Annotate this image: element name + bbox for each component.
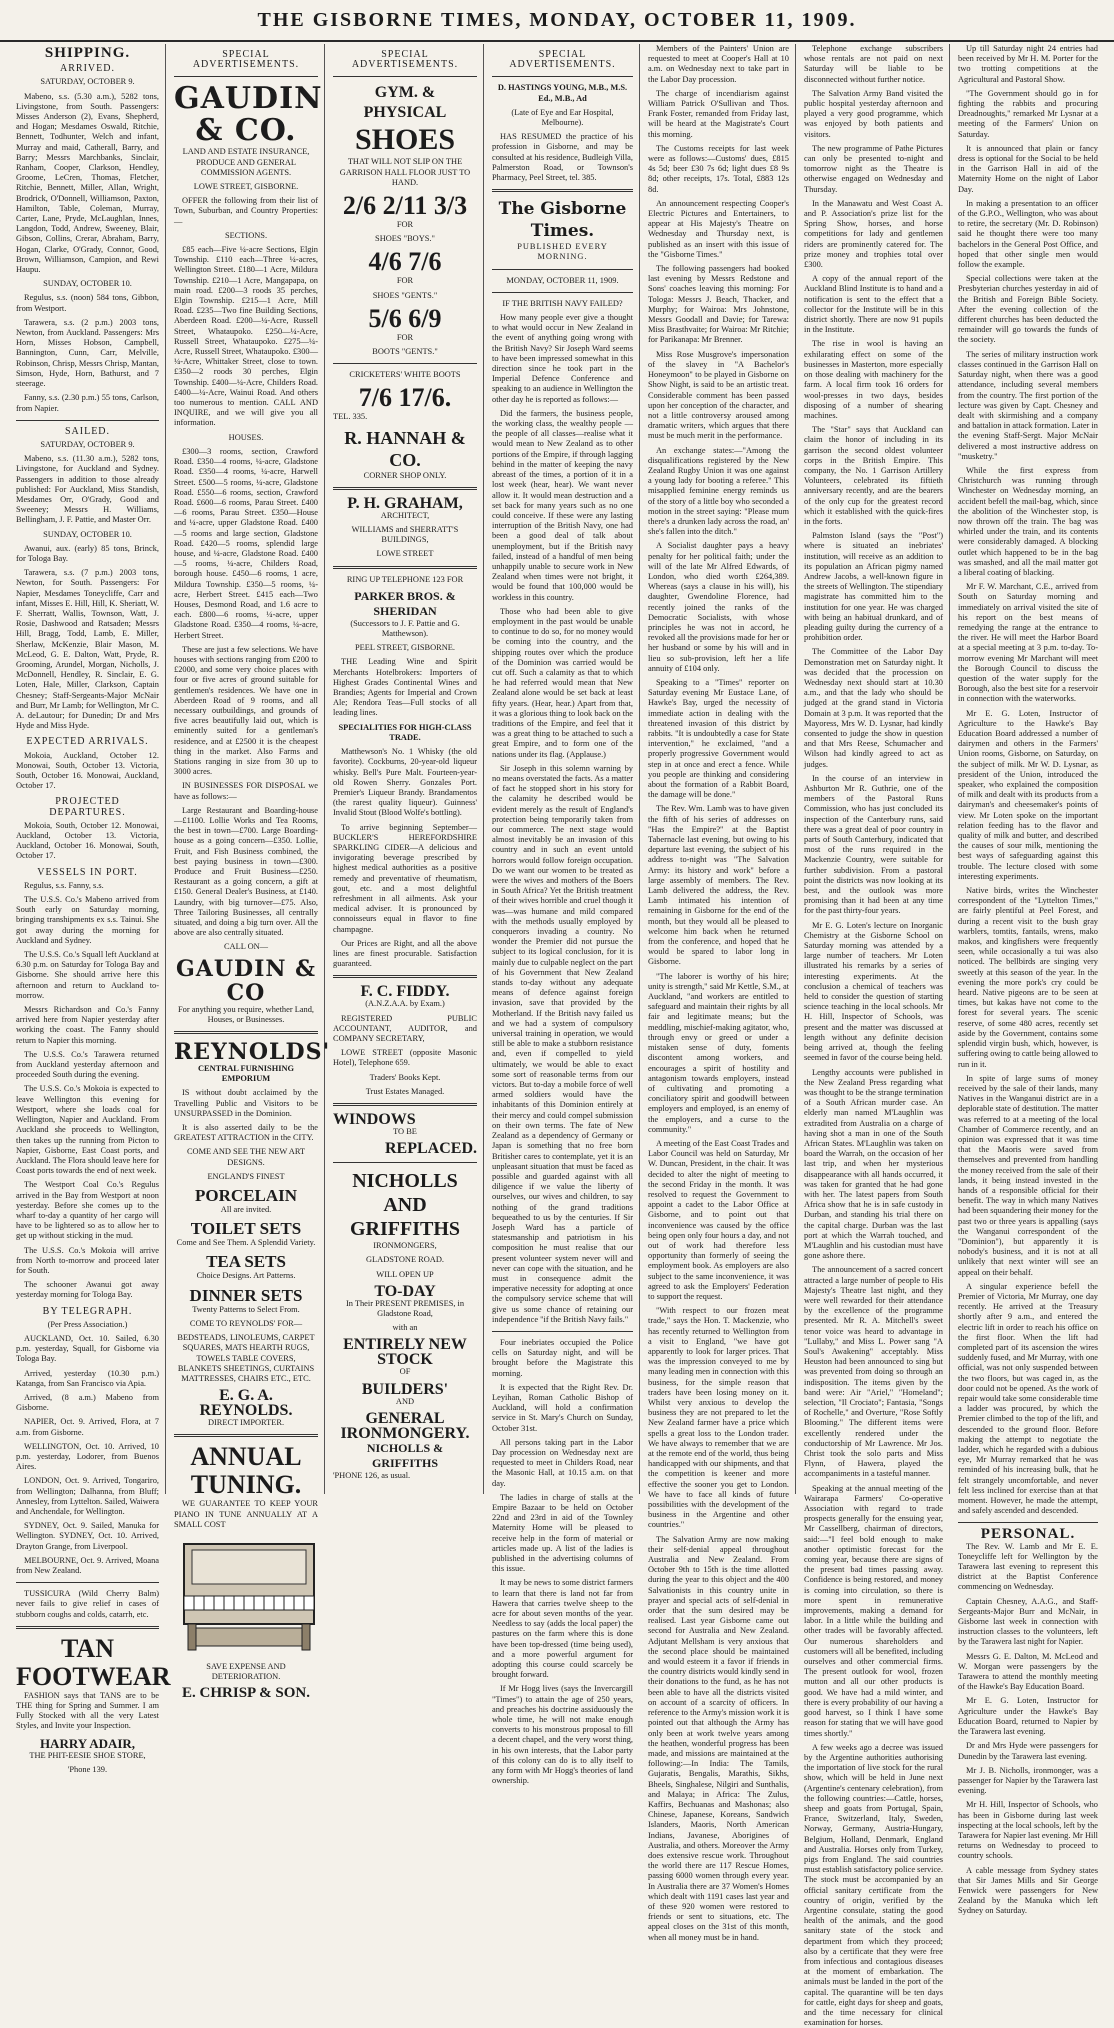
special-heading: SPECIAL ADVERTISEMENTS. bbox=[192, 49, 300, 71]
paragraph: Mr H. Hill, Inspector of Schools, who has been in Gisborne during last week inspecting at the local schools, left by the Tarawera for Napier last evening. Mr Hill returns on Wednesday to proceed to country schools. bbox=[958, 1800, 1098, 1861]
paragraph: MELBOURNE, Oct. 9. Arrived, Moana from New Zealand. bbox=[16, 1555, 159, 1576]
press-line: (Per Press Association.) bbox=[47, 1319, 128, 1329]
gladstone-road: GLADSTONE ROAD. bbox=[365, 1255, 444, 1265]
paragraph: It is expected that the Right Rev. Dr. Leyihan, Roman Catholic Bishop of Auckland, will hold a confirmation service in St. Mary's Church on Sunday, October 31st. bbox=[492, 1382, 633, 1433]
paragraph: Matthewson's No. 1 Whisky (the old favorite). Cockburns, 20-year-old liqueur whisky. Bell's Pure Malt. Fourteen-year-old Rowen Sherry. Gonzales Port. Premier's Liqueur Brandy. Brandamentos (the rarest quality liqueur). Guinness' Invalid Stout (Blood Wolfe's bottling). bbox=[333, 747, 477, 818]
paragraph: The ladies in charge of stalls at the Empire Bazaar to be held on October 22nd and 23rd in aid of the Townley Maternity Home will be pleased to receive help in the form of material or articles made up. A list of the ladies is published in the advertising columns of this issue. bbox=[492, 1492, 633, 1574]
price-line: 4/6 7/6 bbox=[368, 247, 442, 277]
paragraph: Miss Rose Musgrove's impersonation of the slavey in "A Bachelor's Honeymoon" to be played in Gisborne on Show Night, is said to be an artistic treat. Considerable comment has been passed upon her conception of the character, and not a little controversy aroused among dramatic writers, which argues that there must be much merit in the performance. bbox=[648, 349, 789, 441]
paragraph: The Customs receipts for last week were as follows:—Customs' dues, £815 4s 5d; beer £30 7s 6d; light dues £8 9s 8d; other receipts, 17s. Total, £883 12s 8d. bbox=[648, 143, 789, 194]
projected-heading: PROJECTED DEPARTURES. bbox=[49, 796, 126, 818]
paragraph: Captain Chesney, A.A.G., and Staff-Sergeants-Major Burr and McNair, in Gisborne last week in connection with instruction classes to the volunteers, left by the Tarawera last night for Napier. bbox=[958, 1596, 1098, 1647]
paragraph: If Mr Hogg lives (says the Invercargill "Times") to attain the age of 250 years, and preaches his doctrine assiduously the whole time, he will not make enough converts to his monstrous proposal to fill a decent chapel, and the very worst thing, in his own interests, that the Labor party of this colony can do is to ally itself to any form with Mr Hogg's theories of land ownership. bbox=[492, 1684, 633, 1786]
paragraph: "With respect to our frozen meat trade," says the Hon. T. Mackenzie, who has recently returned to Wellington from a visit to England, "we have got apparently to look for larger prices. That was the impression conveyed to me by many leading men in connection with this business, for the simple reason that traders have been losing money on it. Whilst very anxious to develop the business they are not prepared to let the New Zealand farmer have a price which spells a great loss to the London trader. We have always to remember that we are at the remote end of the world, thus being handicapped with our shipments, and that the competition is keener and more effective the sooner you get to London. We have to face all kinds of future possibilities with the development of the business in the Argentine and other countries." bbox=[648, 1306, 789, 1530]
paragraph: Messrs Richardson and Co.'s Fanny arrived here from Napier yesterday after working the coast. The Fanny should return to Napier this morning. bbox=[16, 1005, 159, 1045]
young-sub: (Late of Eye and Ear Hospital, Melbourne). bbox=[511, 107, 614, 128]
arrived-heading: ARRIVED. bbox=[60, 63, 115, 75]
replaced-title: REPLACED. bbox=[384, 1140, 477, 1158]
date-line: MONDAY, OCTOBER 11, 1909. bbox=[506, 275, 619, 285]
tan-footwear-title: TAN FOOTWEAR bbox=[16, 1633, 171, 1691]
paragraph: In spite of large sums of money received by the sale of their lands, many Natives in the Wanganui district are in a deplorable state of destitution. The matter was referred to at a meeting of the local Chamber of Commerce recently, and an opinion was expressed that it was time that the Maoris were saved from themselves and prevented from handling the money received from the sale of their lands, it being instead invested in the hands of a responsible official for their benefit. The way in which many Natives had been squandering their money for the past two or three years is appalling (says the Wanganui correspondent of the "Dominion"), but apparently it is nobody's business, and it is not at all unlikely that next winter will see an appeal on their behalf. bbox=[958, 1073, 1098, 1277]
adair-store: THE PHIT-EESIE SHOE STORE, bbox=[29, 1750, 146, 1760]
paragraph: Mokoia, South, October 12. Monowai, Auckland, October 13. Victoria, Auckland, October 16. Monowai, South, October 17. bbox=[16, 820, 159, 861]
divider bbox=[492, 76, 633, 77]
divider bbox=[333, 1103, 477, 1106]
paragraph: Mr E. G. Loten, Instructor for Agriculture under the Hawke's Bay Education Board, returned to Napier by the Tarawera last evening. bbox=[958, 1696, 1098, 1737]
column-news-2 bbox=[798, 44, 950, 2028]
paragraph: Speaking to a "Times" reporter on Saturday evening Mr Eustace Lane, of Hawke's Bay, urged the necessity of immediate action in dealing with the threatened invasion of this district by rabbits. "It is undoubtedly a case for State intervention," he exclaimed, "and a properly progressive Government would step in at once and erect a fence. While you people are thinking and considering about the formation of a Rabbit Board, the damage will be done." bbox=[648, 677, 789, 800]
paragraph: The U.S.S. Co.'s Mabeno arrived from South early on Saturday morning, bringing transhipments ex s.s. Tainui. She got away during the morning for Auckland and Sydney. bbox=[16, 895, 159, 945]
paragraph: The Committee of the Labor Day Demonstration met on Saturday night. It was decided that the procession on Wednesday next should start at 10.30 a.m., and that the lady who should be judged at the grand stand in Victoria Domain at 3 p.m. It was reported that the Mayoress, Mrs W. D. Lysnar, had kindly consented to judge the show in question and that Mrs Reese, Schumacher and Wilson had kindly agreed to act as judges. bbox=[804, 647, 943, 769]
divider bbox=[16, 1582, 159, 1583]
architect: ARCHITECT, bbox=[380, 510, 430, 520]
paragraph: A meeting of the East Coast Trades and Labor Council was held on Saturday, Mr W. Duncan, President, in the chair. It was decided to alter the night of meeting to the second Friday in the month. It was resolved to request the Government to appoint a cadet to the Labor Office at Gisborne, and to point out that inconvenience was caused by the office being open only four hours a day, and not out of work had therefore less opportunity than formerly of seeing the employment book. As employers are also subject to the same inconvenience, it was agreed to ask the Employers' Federation to support the request. bbox=[648, 1138, 789, 1301]
ironmongery-title: IRONMONGERY. bbox=[340, 1424, 470, 1442]
toilet-sub: Come and See Them. A Splendid Variety. bbox=[176, 1238, 316, 1248]
paragraph: Fanny, s.s. (2.30 p.m.) 55 tons, Carlson, from Napier. bbox=[16, 393, 159, 413]
column-shipping bbox=[10, 44, 171, 1774]
paragraph: LOWE STREET (opposite Masonic Hotel), Telephone 659. bbox=[333, 1048, 477, 1068]
paragraph: Did the farmers, the business people, the working class, the wealthy people —the people of all classes—realise what it would mean to New Zealand as to other portions of the Empire, if through lagging behind in the matter of keeping the navy abreast of the times, a portion of it in a lost week (hear, hear). We want never allow it. It would mean destruction and a set back for many years such as no one could conceive. If these were any lasting interruption of the British Navy, one had been a good deal of talk about unemployment, but if the British navy failed, instead of a handful of men being unhappily unable to secure work in New Zealand when times were not bright, it would be found that 100,000 would be workless in this country. bbox=[492, 408, 633, 602]
peel-street: PEEL STREET, GISBORNE. bbox=[354, 643, 456, 653]
gaudin-address: LOWE STREET, GISBORNE. bbox=[193, 182, 299, 192]
masthead: THE GISBORNE TIMES, MONDAY, OCTOBER 11, 1909. bbox=[0, 0, 1114, 42]
paragraph: A singular experience befell the Premier of Victoria, Mr Murray, one day recently. He arrived at the Treasury shortly after 9 a.m., and entered the electric lift in order to reach his office on the first floor. When the lift had completed part of its ascension the wires suddenly fused, and Mr Murray, with one official, was not only suspended between the two floors, but was caged in, as the door could not be opened. As the work of repair would take some considerable time a ladder was procured, by which the Premier climbed to the top of the lift, and descended to the ground floor. Before making the attempt to negotiate the ladder, which he regarded with a dubious eye, Mr Murray remarked that he was reminded of his increasing bulk, that he felt strangely uncomfortable, and never felt less inclined for exercise than at that moment. However, he made the attempt, and safely ascended and descended. bbox=[958, 1281, 1098, 1516]
paragraph: OFFER the following from their list of Town, Suburban, and Country Properties:— bbox=[174, 196, 318, 226]
paragraph: Arrived, (8 a.m.) Mabeno from Gisborne. bbox=[16, 1392, 159, 1413]
paragraph: NAPIER, Oct. 9. Arrived, Flora, at 7 a.m. from Gisborne. bbox=[16, 1417, 159, 1437]
paragraph: The charge of incendiarism against William Patrick O'Sullivan and Thos. Frank Foster, remanded from Friday last, will be heard at the Magistrate's Court this morning. bbox=[648, 88, 789, 139]
for-line: FOR bbox=[396, 220, 414, 230]
paragraph: IN BUSINESSES FOR DISPOSAL we have as follows:— bbox=[174, 781, 318, 801]
gents-line: SHOES "GENTS." bbox=[372, 290, 438, 300]
column-news-3 bbox=[952, 44, 1104, 1916]
paragraph: A copy of the annual report of the Auckland Blind Institute is to hand and a notification is sent to the effect that a collector for the Institute will be in this district shortly. There are now 91 pupils in the Institute. bbox=[804, 274, 943, 335]
ring-up: RING UP TELEPHONE 123 FOR bbox=[346, 574, 464, 584]
newspaper-page bbox=[10, 44, 1104, 2028]
sections-heading: SECTIONS. bbox=[224, 230, 268, 240]
divider bbox=[174, 1031, 318, 1034]
specialities-heading: SPECIALITIES FOR HIGH-CLASS TRADE. bbox=[338, 722, 472, 742]
paragraph: Regulus, s.s. Fanny, s.s. bbox=[24, 880, 104, 890]
paragraph: The Rev. Wm. Lamb was to have given the fifth of his series of addresses on "Has the Empire?" at the Baptist Tabernacle last evening, but owing to his departure last evening, the subject of his address to-night was "The Salvation Army: its history and work" before a large assembly of members. The Rev. Lamb delivered the address, the Rev. Lamb intimated his intention of remaining in Gisborne for the end of the month, but they would all be pleased to welcome him back when he returned from the conference, and hoped that he would be spared to labor long in Gisborne. bbox=[648, 804, 789, 967]
adair-name: HARRY ADAIR, bbox=[39, 1735, 136, 1751]
paragraph: In the Manawatu and West Coast A. and P. Association's prize list for the Spring Show, horses, and horse competitions for lady and gentlemen riders are prominently catered for. The prize money and trophies total over £300. bbox=[804, 198, 943, 270]
ironmongers: IRONMONGERS, bbox=[373, 1241, 437, 1251]
divider bbox=[492, 269, 633, 270]
divider bbox=[958, 1522, 1098, 1523]
with-an: with an bbox=[392, 1323, 418, 1333]
paragraph: Dr and Mrs Hyde were passengers for Dunedin by the Tarawera last evening. bbox=[958, 1741, 1098, 1761]
paragraph: Tarawera, s.s. (2 p.m.) 2003 tons, Newton, from Auckland. Passengers: Mrs Horn, Misses Hobson, Campbell, Bannington, Cunn, Carr, Melville, Robinson, Chrisp, Messrs Chrisp, Mantan, Simson, Hyde, Horn, Bathurst, and 7 steerage. bbox=[16, 317, 159, 389]
reynolds-title: REYNOLDS' bbox=[174, 1039, 331, 1066]
paragraph: The new programme of Pathe Pictures can only be presented to-night and tomorrow night as the Theatre is otherwise engaged on Wednesday and Thursday. bbox=[804, 143, 943, 194]
paragraph: FASHION says that TANS are to be THE thing for Spring and Summer. I am Fully Stocked with all the very Latest Styles, and Invite your Inspection. bbox=[16, 1690, 159, 1731]
williams-buildings: WILLIAMS and SHERRATT'S BUILDINGS, bbox=[351, 525, 459, 545]
ng-footer: NICHOLLS & GRIFFITHS bbox=[366, 1440, 444, 1470]
paragraph: To arrive beginning September—BUCKLER'S HEREFORDSHIRE SPARKLING CIDER—A delicious and invigorating beverage prescribed by highest medical authorities as a positive remedy and preventative of rheumatism, gout, etc. and a most delightful refreshment in all ailments. Ask your medical adviser. It is pronounced by connoisseurs equal in flavor to fine champagne. bbox=[333, 822, 477, 934]
divider bbox=[492, 1331, 633, 1332]
paragraph: The schooner Awanui got away yesterday morning for Tologa Bay. bbox=[16, 1280, 159, 1300]
builders-title: BUILDERS' bbox=[361, 1380, 449, 1398]
paragraph: £85 each—Five ¼-acre Sections, Elgin Township. £110 each—Three ¼-acres, Wellington Street. £180—1 Acre, Mildura Township. £210—1 Acre, Mangapapa, on main road. £200—3 roods 35 perches, Elgin Township. £215—1 Acre, Mill Road. £235—Two fine Building Sections, Aberdeen Road. £200—¼-Acre, Russell Street, Whataupoko. £250—¼-Acre, Russell Street, Whataupoko. £275—¼-Acre, Russell Street, Whataupoko. £300—¼-Acre, Whittaker Street, close to town. £350—2 roods 30 perches, Elgin Township. £400—¼-Acre, Childers Road. £400—¼-Acre, Wainui Road. And others too numerous to mention. CALL AND INQUIRE, and we will give you all information. bbox=[174, 245, 318, 428]
toilet-sets: TOILET SETS bbox=[190, 1219, 302, 1239]
paragraph: WE GUARANTEE TO KEEP YOUR PIANO IN TUNE ANNUALLY AT A SMALL COST bbox=[174, 1499, 318, 1529]
published-line: PUBLISHED EVERY MORNING. bbox=[517, 242, 608, 262]
vessels-heading: VESSELS IN PORT. bbox=[37, 866, 138, 878]
paragraph: Speaking at the annual meeting of the Wairarapa Farmers' Co-operative Association with regard to trade prospects generally for the ensuing year, Mr Cassellberg, chairman of directors, said:—"I feel bold enough to make another optimistic forecast for the coming year, because there are signs of the present bad times passing away. Confidence is being restored, and money is coming into circulation, so there is more spent in remunerative improvements, making a demand for labor. In a little while the building and other trades will be favorably affected. Our numerous shareholders and customers will all be benefited, including ourselves and other commercial firms. The present outlook for wool, frozen mutton and all our other products is good. We have had a mild winter, and there is every probability of our having a good harvest, so I think I have some reason for stating that we will have good times shortly." bbox=[804, 1483, 943, 1738]
paragraph: Mr E. G. Loten, Instructor of Agriculture to the Hawke's Bay Education Board addressed a number of dairymen and others in the Farmers' Union rooms, Gisborne, on Saturday, on the subject of milk. Mr W. D. Lysnar, as president of the Union, introduced the speaker, who explained the composition of milk and dealt with its products from a dairyman's and cheesemaker's points of view. Mr Loten spoke on the important relation feeding has to the flavor and quality of milk and butter, and described the causes of sour milk, mentioning the best ways of safeguarding against this trouble. The lecture closed with some interesting experiments. bbox=[958, 708, 1098, 881]
divider bbox=[174, 1434, 318, 1437]
phone-line: 'PHONE 126, as usual. bbox=[333, 1470, 411, 1480]
divider bbox=[16, 420, 159, 421]
divider bbox=[16, 1626, 159, 1629]
date-line: SATURDAY, OCTOBER 9. bbox=[40, 439, 135, 449]
divider bbox=[333, 76, 477, 77]
parker-title: PARKER BROS. & SHERIDAN bbox=[354, 588, 456, 618]
special-heading: SPECIAL ADVERTISEMENTS. bbox=[351, 49, 459, 71]
paragraph: Tarawera, s.s. (7 p.m.) 2003 tons, Newton, for South. Passengers: For Napier, Mesdames Toneycliffe, Carr and infant, Misses E. Hill, Hill, K. Sheriatt, W. F. Sherratt, Wallis, Townson, Watt, J. Rosie, Dashwood and Ratsaden; Messrs Hill, Bragg, Todd, Lamb, E. Miller, Sherlaw, McKenzie, Blair Mason, M. McLeod, G. E. Dalton, Watt, Pryde, R. Grooming, Arundel, Morgan, Nicholls, J. McDonnell, Hendley, R. Sinclair, E. G. Loten, Hale, Miller, Clarkson, Captain Chesney; Staff-Sergeants-Major McNair and Burr, Mr Lamb; for Wellington, Mr C. A. deLautour; for Dunedin; Dr and Mrs Hyde and Miss Hyde. bbox=[16, 568, 159, 731]
shipping-heading: SHIPPING. bbox=[44, 45, 131, 61]
column-ads-gaudin bbox=[168, 44, 331, 1702]
paragraph: Mabeno, s.s. (5.30 a.m.), 5282 tons, Livingstone, from South. Passengers: Misses Anderson (2), Evans, Shepherd, and Hogan; Mesdames Oswald, Ritchie, Bennett, Todhunter, Welch and infant, Murray and maid, Catherall, Barry, and Barry; Messrs Marchbanks, Sinclair, Ranham, Cooper, Clarkson, Hendley, Groome, LeCren, Thomas, Fletcher, Ritchie, Bennett, Miller, Allan, Wright, Brodrick, O'Donnell, Williamson, Paxton, Hamilton, Table, Coleman, Murray, Carter, Lane, Pryde, McLaughlan, Innes, Langdon, Todd, Andrew, Sweeney, Blair, Gibson, Collins, Crerar, Abraham, Barry, Hogan, Clarke, O'Grady, Connor, Good, Brown, Williamson, Campion, and Rewi Haupu. bbox=[16, 91, 159, 275]
boys-line: SHOES "BOYS." bbox=[375, 234, 435, 244]
annual-tuning-title: ANNUAL TUNING. bbox=[190, 1442, 302, 1500]
boots-line: BOOTS "GENTS." bbox=[372, 347, 438, 357]
paragraph: It is also asserted daily to be the GREATEST ATTRACTION in the CITY. bbox=[174, 1123, 318, 1143]
leader-heading: IF THE BRITISH NAVY FAILED? bbox=[502, 298, 623, 308]
call-on: CALL ON— bbox=[223, 942, 269, 952]
piano-illustration bbox=[174, 1536, 324, 1656]
paragraph: £300—3 rooms, section, Crawford Road. £350—4 rooms, ¼-acre, Gladstone Road. £350—4 rooms, ¼-acre, Harwell Street. £500—5 rooms, ¼-acre, Gladstone Road. £550—6 rooms, section, Crawford Road. £600—6 rooms, Parau Street. £400—6 rooms, Parau Street. £350—House and ¼-acre, upper Gladstone Road. £400—5 rooms and large section, Gladstone Road. £420—5 rooms, splendid large house, and ¼-acre, Gladstone Road. £400—5 rooms, ¼-acre, Childers Road, borough house. £450—6 rooms, 1 acre, Mildura Township. £350—5 rooms, ¼-acre, Herbert Street. £415 each—Two Houses, Desmond Road, and 1.6 acre to each. £800—6 rooms, ¼-acre, upper Gladstone Road. £350—4 rooms, ¼-acre, Herbert Street. bbox=[174, 446, 318, 640]
lowe-street: LOWE STREET bbox=[376, 549, 434, 559]
eg-reynolds: E. G. A. REYNOLDS. bbox=[199, 1387, 293, 1420]
divider bbox=[333, 975, 477, 978]
hannah-title: R. HANNAH & CO. bbox=[344, 427, 466, 470]
paragraph: Those who had been able to give employment in the past would be unable to continue to do so, for no money would be coming into the country, and the shipping routes over which the produce of the Dominion was carried would be cut off. Such a calamity as that to which he had referred would mean that New Zealand alone would be set back at least fifty years. (Hear, hear.) Apart from that, it was a glorious thing to look back on the traditions of the Empire, and feel that it was a great thing to be attached to such a great Empire, and to form one of the nations under its flag. (Applause.) bbox=[492, 606, 633, 759]
paragraph: Palmston Island (says the "Post") where is situated an inebriates' institution, will receive as an addition to its population an African pigmy named Andrew Jacobs, a well-known figure in the streets of Wellington. The stipendiary magistrate has committed him to the institution for one year. He was charged with being an habitual drunkard, and of pleading guilty during the currency of a prohibition order. bbox=[804, 531, 943, 643]
successors: (Successors to J. F. Pattie and G. Matthewson). bbox=[350, 618, 460, 639]
paragraph: Mabeno, s.s. (11.30 a.m.), 5282 tons, Livingstone, for Auckland and Sydney. Passengers in addition to those already published: For Auckland, Miss Standish, Mesdames Orr, O'Grady, Good and Sweeney; Messrs H. Williams, Bellingham, J. F. Pattie, and Master Orr. bbox=[16, 454, 159, 525]
paragraph: Up till Saturday night 24 entries had been received by Mr H. M. Porter for the two trotting competitions at the Agricultural and Pastoral Show. bbox=[958, 44, 1098, 84]
divider bbox=[333, 566, 477, 569]
to-be: TO BE bbox=[393, 1126, 417, 1136]
and-line: AND bbox=[395, 1396, 415, 1406]
finest: ENGLAND'S FINEST bbox=[207, 1171, 285, 1181]
paragraph: The U.S.S. Co.'s Squall left Auckland at 6.30 p.m. on Saturday for Tologa Bay and Gisborne. She should arrive here this afternoon and return to Auckland to-morrow. bbox=[16, 950, 159, 1000]
paragraph: In making a presentation to an officer of the G.P.O., Wellington, who was about to retire, the secretary (Mr. D. Robinson) said he thought there were too many bachelors in the General Post Office, and hoped that other single men would follow the example. bbox=[958, 198, 1098, 270]
paragraph: The Westport Coal Co.'s Regulus arrived in the Bay from Westport at noon yesterday. Before she comes up to the wharf to-day a quantity of her cargo will have to be lightered so as to allow her to get up without sticking in the mud. bbox=[16, 1180, 159, 1241]
corner-shop: CORNER SHOP ONLY. bbox=[363, 470, 447, 480]
special-heading: SPECIAL ADVERTISEMENTS. bbox=[509, 49, 616, 71]
come-see: COME AND SEE THE NEW ART DESIGNS. bbox=[186, 1147, 306, 1167]
stock-title: STOCK bbox=[377, 1351, 433, 1369]
for-line: FOR bbox=[396, 276, 414, 286]
date-line: SATURDAY, OCTOBER 9. bbox=[40, 77, 135, 87]
paragraph: IS without doubt acclaimed by the Travelling Public and Visitors to be UNSURPASSED in the Dominion. bbox=[174, 1088, 318, 1118]
paragraph: A cable message from Sydney states that Sir James Mills and Sir George Fenwick were passengers for New Zealand by the Manuka which left Sydney on Saturday. bbox=[958, 1865, 1098, 1916]
paragraph: A Socialist daughter pays a heavy penalty for her political faith; under the will of the late Mr Alfred Edwards, of London, who died worth £264,389. Whereas (says a clause in his will), his daughter, Gwendoline Florence, had recently joined the ranks of the Democratic Socialists, with whose principles he was not in accord, he revoked all the provisions made for her or her husband or some by his will and in lieu so sub-provision, left her a life annuity of £104 only. bbox=[648, 541, 789, 673]
paragraph: THE Leading Wine and Spirit Merchants Hotelbrokers: Importers of Highest Grades Continental Wines and Brandies; Agents for Imperial and Crown Ale; Rendora Teas—Full stocks of all leading lines. bbox=[333, 657, 477, 718]
paragraph: Regulus, s.s. (noon) 584 tons, Gibbon, from Westport. bbox=[16, 293, 159, 313]
young-title: D. HASTINGS YOUNG, M.B., M.S. Ed., M.B., Ad bbox=[497, 83, 628, 103]
paragraph: The Rev. W. Lamb and Mr E. E. Toneycliffe left for Wellington by the Tarawera last evening to represent this district at the Baptist Conference commencing on Wednesday. bbox=[958, 1541, 1098, 1592]
paragraph: The U.S.S. Co.'s Mokoia is expected to leave Wellington this evening for Westport, where she loads coal for Wellington, Napier and Auckland. From Auckland she proceeds to Wellington, then takes up the running from Picton to Napier, Gisborne, East Coast ports, and Auckland. The Flora should leave here for Coast ports towards the end of next week. bbox=[16, 1084, 159, 1176]
present-premises: In Their PRESENT PREMISES, in Gladstone Road, bbox=[345, 1298, 465, 1318]
paragraph: HAS RESUMED the practice of his profession in Gisborne, and may be consulted at his residence, Budleigh Villa, Palmerston Road, or Townson's Pharmacy, Peel Street, tel. 385. bbox=[492, 132, 633, 183]
goods-list: BEDSTEADS, LINOLEUMS, CARPET SQUARES, MATS HEARTH RUGS, TOWELS TABLE COVERS, BLANKETS SHEETINGS, CURTAINS MATTRESSES, CHAIRS ETC., ETC. bbox=[177, 1333, 315, 1383]
paragraph: These are just a few selections. We have houses with sections ranging from £200 to £2000, and some very choice places with four or five acres of ground suitable for gentlemen's residences. We have one in Aberdeen Road of 9 rooms, and all necessary outbuildings, and grounds of five acres beautifully laid out, which is eminently suited for a gentleman's residence, and at £2500 it is the cheapest thing in the market. Also Farms and Stations ranging in size from 30 up to 3000 acres. bbox=[174, 644, 318, 777]
paragraph: Native birds, writes the Winchester correspondent of the "Lyttelton Times," are fairly plentiful at Peel Forest, and during a recent visit to the bush gray warblers, tomtits, fantails, wrens, mako makos, and kingfishers were frequently seen, while occasionally a tui was also noticed. The bellbirds are singing very sweetly at this season of the year. In the evening the more pork's cry could be heard. Native pigeons are to be seen at times, but kakas have not come to the forest for several years. The scenic reserve, of some 480 acres, recently set aside by the Government, contains some splendid virgin bush, which, however, is suffering owing to cattle being allowed to run in it. bbox=[958, 886, 1098, 1069]
save-expense: SAVE EXPENSE AND DETERIORATION. bbox=[206, 1661, 286, 1682]
sailed-heading: SAILED. bbox=[64, 425, 111, 437]
paragraph: An announcement respecting Cooper's Electric Pictures and Entertainers, to appear at His Majesty's Theatre on Wednesday and Thursday next, is published as an insert with this issue of the "Gisborne Times." bbox=[648, 198, 789, 259]
dinner-sets: DINNER SETS bbox=[189, 1285, 303, 1305]
nicholls-title: NICHOLLS AND GRIFFITHS bbox=[349, 1170, 461, 1241]
trust: Trust Estates Managed. bbox=[365, 1086, 445, 1096]
paragraph: The U.S.S. Co.'s Tarawera returned from Auckland yesterday afternoon and proceeded South during the evening. bbox=[16, 1049, 159, 1080]
paragraph: Messrs G. E. Dalton, M. McLeod and W. Morgan were passengers by the Tarawera to attend the monthly meeting of the Hawke's Bay Education Board. bbox=[958, 1651, 1098, 1692]
column-leader bbox=[486, 44, 640, 1786]
date-line: SUNDAY, OCTOBER 10. bbox=[43, 529, 132, 539]
paragraph: WELLINGTON, Oct. 10. Arrived, 10 p.m. yesterday, Lodorer, from Buenos Aires. bbox=[16, 1441, 159, 1472]
fiddy-title: F. C. FIDDY. bbox=[360, 983, 450, 1001]
price-line: 5/6 6/9 bbox=[368, 303, 442, 333]
paragraph: Telephone exchange subscribers whose rentals are not paid on next Saturday will be liable to be disconnected without further notice. bbox=[804, 44, 943, 84]
paragraph: AUCKLAND, Oct. 10. Sailed, 6.30 p.m. yesterday, Squall, for Gisborne via Tologa Bay. bbox=[16, 1333, 159, 1364]
paragraph: Arrived, yesterday (10.30 p.m.) Katanga, from San Francisco via Apia. bbox=[16, 1368, 159, 1388]
paragraph: LONDON, Oct. 9. Arrived, Tongariro, from Wellington; Dalhanna, from Bluff; Annesley, from Lyttelton. Sailed, Waiwera and Anchendale, for Wellington. bbox=[16, 1476, 159, 1516]
paragraph: Large Restaurant and Boarding-house —£1100. Lollie Works and Tea Rooms, the best in town—£700. Large Boarding-house as a going concern—£350. Lollie, Fruit, and Fish Business combined, the best paying business in town—£300. Produce and Fruit Business—£250. Restaurant as a going concern, a gift at £150. General Dealer's Business, at £140. Laundry, with big turnover—£75. Also, Three Tailoring Businesses, all centrally situated, and doing a big turn over. All the above are also centrally situated. bbox=[174, 805, 318, 938]
divider bbox=[174, 76, 318, 77]
paragraph: How many people ever give a thought to what would occur in New Zealand in the event of anything going wrong with the British Navy? Sir Joseph Ward seems to have been impressed somewhat in this direction since he took part in the Imperial Defence Conference and speaking to an audience in Wellington the other day he is reported as follows:— bbox=[492, 313, 633, 404]
paragraph: The announcement of a sacred concert attracted a large number of people to His Majesty's Theatre last night, and they were well rewarded for their attendance by the excellence of the programme presented. Mr R. A. Mitchell's sweet tenor voice was heard to advantage in "Lullaby," and Miss L. Power sang "A Soul's Awakening" acceptably. Miss Heuston had been announced to sing but was prevented from doing so through an indisposition. The items given by the band were: Air "Ariel," "Homeland"; selection, "Il Crociato"; Fantasia, "Songs of Rochelle," and Overture, "Rose Softly Blooming." The different items were excellently rendered under the conductorship of Mr Lawrence. Mr Jos. Christ took the solo parts and Miss Flynn, of Hawera, played the accompaniments in a tasteful manner. bbox=[804, 1265, 943, 1479]
paragraph: A few weeks ago a decree was issued by the Argentine authorities authorising the importation of live stock for the rural show, which will be held in June next (Argentine's centenary celebration), from the following countries:—Cattle, horses, sheep and goats from Portugal, Spain, France, Switzerland, Italy, Sweden, Norway, Germany, Austria-Hungary, Belgium, Holland, Denmark, England and Australia. Horses only from Turkey, pigs from England. The said countries must establish satisfactory police service. The stock must be accompanied by an official sanitary certificate from the country of origin, verified by the Argentine consulate, stating the good health of the animals, and the good sanitary state of the stock and department from which they proceed; also by a certificate that they were free from infectious and contagious diseases at the moment of embarkation. The animals must be landed in the port of the capital. The quarantine will be ten days for cattle, eight days for sheep and goats, and the time necessary for clinical examination for horses. bbox=[804, 1742, 943, 2028]
paragraph: Mr F. W. Marchant, C.E., arrived from South on Saturday morning and immediately on arrival visited the site of his report on the best means of remedying the range at the entrance to the river. He will meet the Harbor Board at a special meeting at 3 p.m. to-day. To-morrow evening Mr Marchant will meet the Borough Council to discuss the question of the water supply for the Borough, also the best site for a reservoir in connection with the waterworks. bbox=[958, 582, 1098, 704]
today-title: TO-DAY bbox=[374, 1282, 436, 1300]
paragraph: For anything you require, whether Land, Houses, or Businesses. bbox=[177, 1004, 315, 1024]
paragraph: The "Star" says that Auckland can claim the honor of including in its garrison the second oldest volunteer corps in the British Empire. This company, the No. 1 Garrison Artillery Volunteers, celebrated its fiftieth anniversary recently, and are the bearers of the only cup for the greatest record which it established with the quick-fires in the forts. bbox=[804, 425, 943, 526]
will-open: WILL OPEN UP bbox=[376, 1269, 434, 1279]
invited: All are invited. bbox=[220, 1205, 272, 1215]
times-title: The Gisborne Times. bbox=[498, 199, 627, 242]
paragraph: Lengthy accounts were published in the New Zealand Press regarding what was thought to be the strange termination of a South African murder case. An elderly man named M'Laughlin was extradited from Australia on a charge of having shot a man in one of the South African States. M'Laughlin was taken on board the Warrah, on the occasion of her last trip, and when her mysterious disappearance with all hands occurred, it was taken for granted that he had gone with her. The latest papers from South Africa show that he is in safe custody in Durban, and standing his trial there on the capital charge. Durban was the last port at which the Warrah touched, and M'Laughlin and his custodian must have gone ashore there. bbox=[804, 1067, 943, 1261]
paragraph: The following passengers had booked last evening by Messrs Redstone and Sons' coaches leaving this morning: For Tologa: Messrs J. Beach, Thacker, and Murphy; for Wairoa: Mrs Johnstone, Messrs Goodall and Davie; for Tarewa: Miss Brasthvaite; for Wairoa: Mr Ritchie; for Parikanapa: Mr Brenner. bbox=[648, 264, 789, 345]
paragraph: It is announced that plain or fancy dress is optional for the Social to be held in the Garrison Hall in aid of the Maternity Home on the night of Labor Day. bbox=[958, 143, 1098, 194]
gaudin-title-2: GAUDIN & CO bbox=[175, 955, 317, 1006]
personal-heading: PERSONAL. bbox=[980, 1526, 1076, 1543]
traders: Traders' Books Kept. bbox=[369, 1072, 441, 1082]
tea-sets: TEA SETS bbox=[206, 1252, 286, 1272]
entirely-new: ENTIRELY NEW bbox=[343, 1336, 467, 1354]
paragraph: SYDNEY, Oct. 9. Sailed, Manuka for Wellington. SYDNEY, Oct. 10. Arrived, Drayton Grange, from Liverpool. bbox=[16, 1521, 159, 1551]
paragraph: In the course of an interview in Ashburton Mr R. Guthrie, one of the members of the Pastoral Runs Commission, who has just concluded its inspection of the Canterbury runs, said there was a great deal of poor country in parts of South Canterbury, indicated that most of the runs required in the Mackenzie Country, were suitable for further subdivision. From a pastoral point the districts was now looking at its best, and the outlook was more promising than it had been at any time for the past thirty-four years. bbox=[804, 773, 943, 916]
paragraph: REGISTERED PUBLIC ACCOUNTANT, AUDITOR, and COMPANY SECRETARY, bbox=[333, 1013, 477, 1043]
paragraph: Special collections were taken at the Presbyterian churches yesterday in aid of the British and Foreign Bible Society. After the evening collection of the different churches has been deducted the remainder will go towards the funds of the society. bbox=[958, 274, 1098, 345]
paragraph: It may be news to some district farmers to learn that there is land not far from Hawera that carries twelve sheep to the acre for about seven months of the year. Needless to say (adds the local paper) the pastures on the farm where this is done have been top-dressed (time being used), and a more powerful argument for adopting this course could scarcely be brought forward. bbox=[492, 1578, 633, 1680]
expected-heading: EXPECTED ARRIVALS. bbox=[26, 736, 149, 748]
paragraph: Mr J. B. Nicholls, ironmonger, was a passenger for Napier by the Tarawera last evening. bbox=[958, 1765, 1098, 1796]
paragraph: TUSSICURA (Wild Cherry Balm) never fails to give relief in cases of stubborn coughs and colds, catarrh, etc. bbox=[16, 1589, 159, 1619]
paragraph: The series of military instruction work classes continued in the Garrison Hall on Saturday night, when there was a good attendance, including several members from the country. The first portion of the lecture was given by Capt. Chesney and dealt with skirmishing and a company and battalion in attack formation. Later in the evening Staff-Sergt. Major McNair delivered a most instructive address on "musketry." bbox=[958, 349, 1098, 461]
price-line: 2/6 2/11 3/3 bbox=[342, 191, 468, 221]
divider bbox=[333, 363, 477, 364]
gaudin-title: GAUDIN & CO. bbox=[174, 81, 323, 149]
paragraph: The Salvation Army Band visited the public hospital yesterday afternoon and played a very good programme, which was enjoyed by both patients and visitors. bbox=[804, 88, 943, 139]
paragraph: An exchange states:—"Among the disqualifications registered by the New Zealand Rugby Union it was one against a young lady for booting a referee." This misapplied feminine energy reminds us of the story of a little boy who seconded a motion in the street saying: "Please mum there's a drunken lady across the road, an' she's fallen into the ditch." bbox=[648, 445, 789, 537]
paragraph: Members of the Painters' Union are requested to meet at Cooper's Hall at 10 a.m. on Wednesday next to take part in the Labor Day procession. bbox=[648, 44, 789, 84]
divider bbox=[333, 1162, 477, 1163]
paragraph: THAT WILL NOT SLIP ON THE GARRISON HALL FLOOR JUST TO HAND. bbox=[339, 157, 471, 187]
price-line: 7/6 17/6. bbox=[358, 383, 452, 413]
tea-sub: Choice Designs. Art Patterns. bbox=[196, 1271, 296, 1281]
paragraph: The U.S.S. Co.'s Mokoia will arrive from North to-morrow and proceed later for South. bbox=[16, 1245, 159, 1275]
direct-importer: DIRECT IMPORTER. bbox=[207, 1418, 285, 1428]
chrisp-title: E. CHRISP & SON. bbox=[182, 1685, 310, 1702]
paragraph: Awanui, aux. (early) 85 tons, Brinck, for Tologa Bay. bbox=[16, 543, 159, 563]
paragraph: Mr E. G. Loten's lecture on Inorganic Chemistry at the Gisborne School on Saturday morning was attended by a large number of teachers. Mr Loten illustrated his remarks by a series of interesting experiments. At the conclusion a chemical of teachers was held to consider the question of starting science teaching in the local schools. Mr H. Hill, Inspector of Schools, was present and the matter was discussed at length without any definite decision being arrived at, though the feeling seemed in favor of the course being held. bbox=[804, 920, 943, 1063]
column-ads-shoes bbox=[327, 44, 484, 1494]
paragraph: Four inebriates occupied the Police cells on Saturday night, and will be brought before the Magistrate this morning. bbox=[492, 1337, 633, 1378]
shoes-title: SHOES bbox=[354, 123, 456, 157]
for-line: FOR bbox=[396, 332, 414, 342]
adair-phone: 'Phone 139. bbox=[67, 1764, 108, 1774]
divider bbox=[492, 292, 633, 293]
of-line: OF bbox=[399, 1367, 411, 1377]
tel-line: TEL. 335. bbox=[333, 412, 368, 422]
telegraph-heading: BY TELEGRAPH. bbox=[42, 1305, 133, 1317]
paragraph: While the first express from Christchurch was running through Winchester on Wednesday morning, an accident befell the mail-bag, which, since the abolition of the Winchester stop, is now thrown off the train. The bag was whirled under the train, and its contents were considerably damaged. A blocking outlet which happened to be in the bag was smashed, and all the mail matter got a liberal coating of blacking. bbox=[958, 465, 1098, 577]
paragraph: All persons taking part in the Labor Day procession on Wednesday next are requested to meet in Childers Road, near the Masonic Hall, at 10.15 a.m. on that day. bbox=[492, 1437, 633, 1488]
porcelain: PORCELAIN bbox=[194, 1186, 297, 1206]
divider bbox=[333, 487, 477, 490]
divider bbox=[492, 189, 633, 192]
graham-title: P. H. GRAHAM, bbox=[347, 494, 463, 512]
windows-title: WINDOWS bbox=[333, 1110, 416, 1128]
paragraph: The Salvation Army are now making their self-denial appeal throughout Australia and New Zealand. From October 9th to 15th is the time allotted during the year to this object and the 400 Salvationists in this country unite in prayer and special acts of self-denial in order that the sum desired may be realised. Last year Gisborne came out second for Australia and New Zealand. Adjutant Mellsham is very anxious that the second place should be maintained and would esteem it a favor if friends in the country districts would kindly send in their donations to the fund, as he has not been able to have all the districts visited on account of a scarcity of officers. In reference to the Army's mission work it is pointed out that although the Army has only been at work twelve years among the heathen, wonderful progress has been made, and missions are maintained at the following:—In India: The Tamils, Gujaratis, Bengalis, Marathis, Sikhs, Bheels, Singhalese, Nilgiri and Sunthalis, and Malaya; in Africa: The Zulus, Kaffirs, Bechuanas and Mashonas; also Chinese, Japanese, Koreans, Sandwich Islanders, Maoris, North American Indians, Javanese, Aborigines of Australia, and others. Moreover the Army does extensive rescue work. Throughout the world there are 117 Rescue Homes, passing 6000 women through every year. In Australia there are 37 Women's Homes which dealt with 1191 cases last year and of these 920 women were restored to friends or sent to situations, etc. The appeal closes on the 31st of this month, when all money must be in hand. bbox=[648, 1534, 789, 1942]
gym-title: GYM. & PHYSICAL bbox=[363, 84, 447, 122]
cricketers-line: CRICKETERS' WHITE BOOTS bbox=[349, 370, 461, 380]
paragraph: Sir Joseph in this solemn warning by no means overstated the facts. As a matter of fact he stopped short in his story for the calamity he described would be evident merely as the result of England's protection being temporarily taken from our commerce. The next stage would almost inevitably be an invasion of this country and in such an event untold horrors would follow foreign occupation. Do we want our women to be treated as were the wives and mothers of the Boers in South Africa? Yet the British treatment of their wives horrible and cruel though it was—was humane and mild compared with the methods usually employed by conquerors invading a country. No wonder the Premier did not pursue the subject to its logical conclusion, for it is mainly due to culpable neglect on the part of his Government that New Zealand stands to-day without any adequate means of defence against foreign invasion, save that provided by the Motherland. If the British navy failed us and we had a system of compulsory universal training in operation, we would still be able to make a stubborn resistance and, even if compelled to yield ultimately, we would be able to exact some sort of reasonable terms from our victors. But to-day a mobile force of well armed soldiers would have the inhabitants of this Dominion entirely at their mercy and could compel submission on their own terms. The fate of New Zealand as a dependency of Germany or Japan is something that no free born Britisher cares to contemplate, yet it is an unpleasant situation that must be faced as possible and guarded against with all diligence if we value the liberty of ourselves, our wives and children, to say nothing of the grand traditions bequeathed to us by the centuries. If Sir Joseph Ward has a particle of statesmanship and patriotism in his composition he must realise that our present volunteer system never will and never can cope with the situation, and he must in consequence admit the imperative necessity for adopting at once the compulsory service scheme that will give us some chance of retaining our independence "if the British Navy fails." bbox=[492, 763, 633, 1324]
paragraph: The rise in wool is having an exhilarating effect on some of the businesses in Masterton, more especially on those dealing with machinery for the farm. A local firm took 16 orders for wool-presses in two days, besides disposing of a number of shearing machines. bbox=[804, 339, 943, 420]
column-news-1 bbox=[642, 44, 796, 1942]
paragraph: Mokoia, Auckland, October 12. Monowai, South, October 13. Victoria, South, October 16. Monowai, Auckland, October 17. bbox=[16, 750, 159, 791]
date-line: SUNDAY, OCTOBER 10. bbox=[43, 279, 132, 289]
houses-heading: HOUSES. bbox=[228, 432, 264, 442]
gaudin-subtitle: LAND AND ESTATE INSURANCE, PRODUCE AND GENERAL COMMISSION AGENTS. bbox=[182, 147, 310, 177]
reynolds-subtitle: CENTRAL FURNISHING EMPORIUM bbox=[197, 1064, 295, 1084]
paragraph: "The laborer is worthy of his hire; unity is strength," said Mr Kettle, S.M., at Auckland, "and workers are entitled to safeguard and maintain their rights by all fair and legitimate means; but the meddling, mischief-making agitator, who, through envy or greed or under a mistaken sense of duty, foments discontent among workers, and encourages a spirit of hostility and antagonism towards employers, instead of cultivating and promoting a conciliatory spirit and goodwill between employers and employed, is an enemy of the employers, and a curse to the community." bbox=[648, 971, 789, 1134]
general-title: GENERAL bbox=[365, 1409, 445, 1427]
dinner-sub: Twenty Patterns to Select From. bbox=[192, 1304, 300, 1314]
paragraph: "The Government should go in for fighting the rabbits and procuring Dreadnoughts," remarked Mr Lysnar at a meeting of the Farmers' Union on Saturday. bbox=[958, 88, 1098, 139]
fiddy-sub: (A.N.Z.A.A. by Exam.) bbox=[365, 999, 445, 1009]
come-to-reynolds: COME TO REYNOLDS' FOR— bbox=[189, 1318, 303, 1328]
paragraph: Our Prices are Right, and all the above lines are finest procurable. Satisfaction guaranteed. bbox=[333, 938, 477, 969]
